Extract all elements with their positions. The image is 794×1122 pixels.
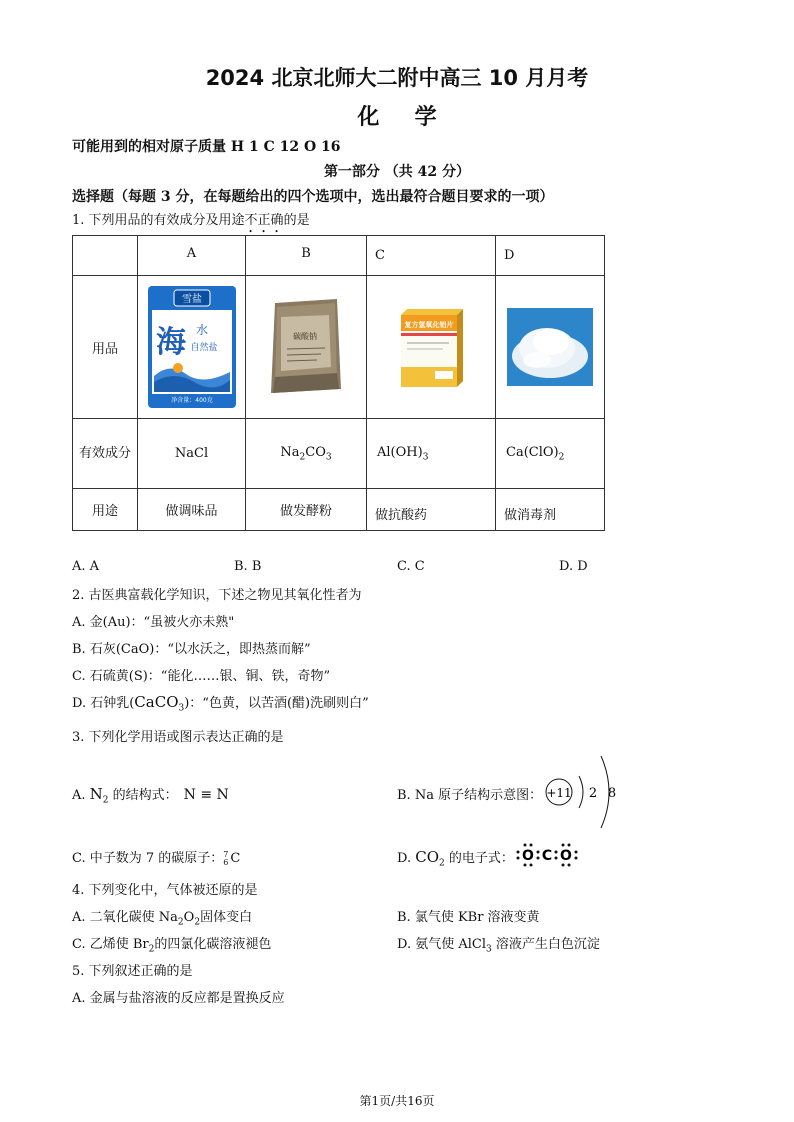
q1-row-label-use: 用途 [73, 489, 138, 531]
q1-row-label-component: 有效成分 [73, 419, 138, 489]
q1-header-D: D [496, 236, 605, 276]
bleach-powder-image [507, 308, 593, 386]
q3-option-a[interactable]: A. $N_2$ 的结构式： N ≡ N [72, 785, 229, 806]
q1-component-A: NaCl [138, 419, 246, 489]
q3-option-c[interactable]: C. 中子数为 7 的碳原子： 7 6 C [72, 849, 241, 867]
q1-use-A: 做调味品 [138, 489, 246, 531]
page-footer: 第1页/共16页 [359, 1094, 435, 1108]
antacid-label-text: 复方氢氧化铝片 [404, 321, 454, 329]
co2-electron-formula [514, 842, 580, 868]
q5-stem: 5. 下列叙述正确的是 [72, 964, 193, 979]
q1-component-C: $Al(OH)_3$ [367, 419, 496, 489]
q1-header-cell [73, 236, 138, 276]
shell-2-count: 8 [607, 786, 617, 801]
q1-header-A: A [138, 236, 246, 276]
q4-option-b[interactable]: B. 氯气使 KBr 溶液变黄 [397, 910, 540, 925]
q2-option-b[interactable]: B. 石灰(CaO)：“以水沃之，即热蒸而解” [72, 642, 311, 657]
sodium-carbonate-bag-image [267, 297, 345, 397]
q1-image-A-cell [138, 276, 246, 419]
q1-stem: 1. 下列用品的有效成分及用途不正确的是 [72, 213, 310, 228]
bag-label-text: 碳酸钠 [293, 332, 317, 341]
oxygen-left: O [522, 848, 534, 864]
q1-image-B-cell [246, 276, 367, 419]
q1-option-a[interactable]: A. A [72, 559, 100, 574]
q4-option-c[interactable]: C. 乙烯使 $Br_2$的四氯化碳溶液褪色 [72, 937, 272, 955]
salt-brand-text: 雪盐 [181, 294, 202, 305]
subject-title: 化学 [357, 105, 472, 130]
q1-option-b[interactable]: B. B [234, 559, 262, 574]
sea-salt-bag-image [146, 284, 238, 410]
q5-option-a[interactable]: A. 金属与盐溶液的反应都是置换反应 [72, 991, 285, 1006]
part-heading: 第一部分 （共 42 分） [323, 164, 471, 180]
q1-table [72, 235, 605, 531]
salt-big-char: 海 [155, 325, 186, 360]
exam-title: 2024 北京北师大二附中高三 10 月月考 [205, 66, 589, 90]
na-atom-structure-diagram [543, 752, 623, 832]
instructions: 选择题（每题 3 分，在每题给出的四个选项中，选出最符合题目要求的一项） [72, 189, 554, 205]
q1-component-D: $Ca(ClO)_2$ [496, 419, 605, 489]
nucleus-charge: +11 [546, 786, 572, 800]
q1-row-label-item: 用品 [73, 276, 138, 419]
q1-use-C: 做抗酸药 [367, 489, 496, 531]
salt-weight-text: 净含量：400克 [170, 397, 213, 404]
q3-option-b[interactable]: B. Na 原子结构示意图： [397, 788, 543, 803]
q4-option-d[interactable]: D. 氨气使 AlCl$_3$ 溶液产生白色沉淀 [397, 937, 600, 955]
q4-stem: 4. 下列变化中，气体被还原的是 [72, 883, 258, 898]
q2-option-c[interactable]: C. 石硫黄(S)：“能化……银、铜、铁，奇物” [72, 669, 331, 684]
q2-option-a[interactable]: A. 金(Au)：“虽被火亦未熟" [72, 615, 235, 630]
q1-use-D: 做消毒剂 [496, 489, 605, 531]
atomic-masses: 可能用到的相对原子质量 H 1 C 12 O 16 [72, 139, 341, 155]
q1-image-C-cell [367, 276, 496, 419]
shell-1-count: 2 [588, 786, 598, 801]
q1-use-B: 做发酵粉 [246, 489, 367, 531]
q2-option-d[interactable]: D. 石钟乳(CaCO$_3$)：“色黄，以苦酒(醋)洗刷则白” [72, 693, 369, 714]
q1-header-C: C [367, 236, 496, 276]
antacid-box-image [395, 305, 467, 389]
q1-image-D-cell [496, 276, 605, 419]
q1-component-B: $Na_2CO_3$ [246, 419, 367, 489]
carbon-center: C [541, 848, 553, 864]
salt-small-char: 水 [195, 323, 208, 337]
oxygen-right: O [560, 848, 572, 864]
q1-header-B: B [246, 236, 367, 276]
q4-option-a[interactable]: A. 二氧化碳使 $Na_2O_2$固体变白 [72, 910, 253, 928]
salt-small-text: 自然盐 [189, 343, 218, 353]
q3-stem: 3. 下列化学用语或图示表达正确的是 [72, 730, 284, 745]
q2-stem: 2. 古医典富载化学知识，下述之物见其氧化性者为 [72, 588, 362, 603]
q1-option-c[interactable]: C. C [397, 559, 425, 574]
q1-option-d[interactable]: D. D [559, 559, 588, 574]
q3-option-d[interactable]: D. $CO_2$ 的电子式： [397, 848, 514, 869]
